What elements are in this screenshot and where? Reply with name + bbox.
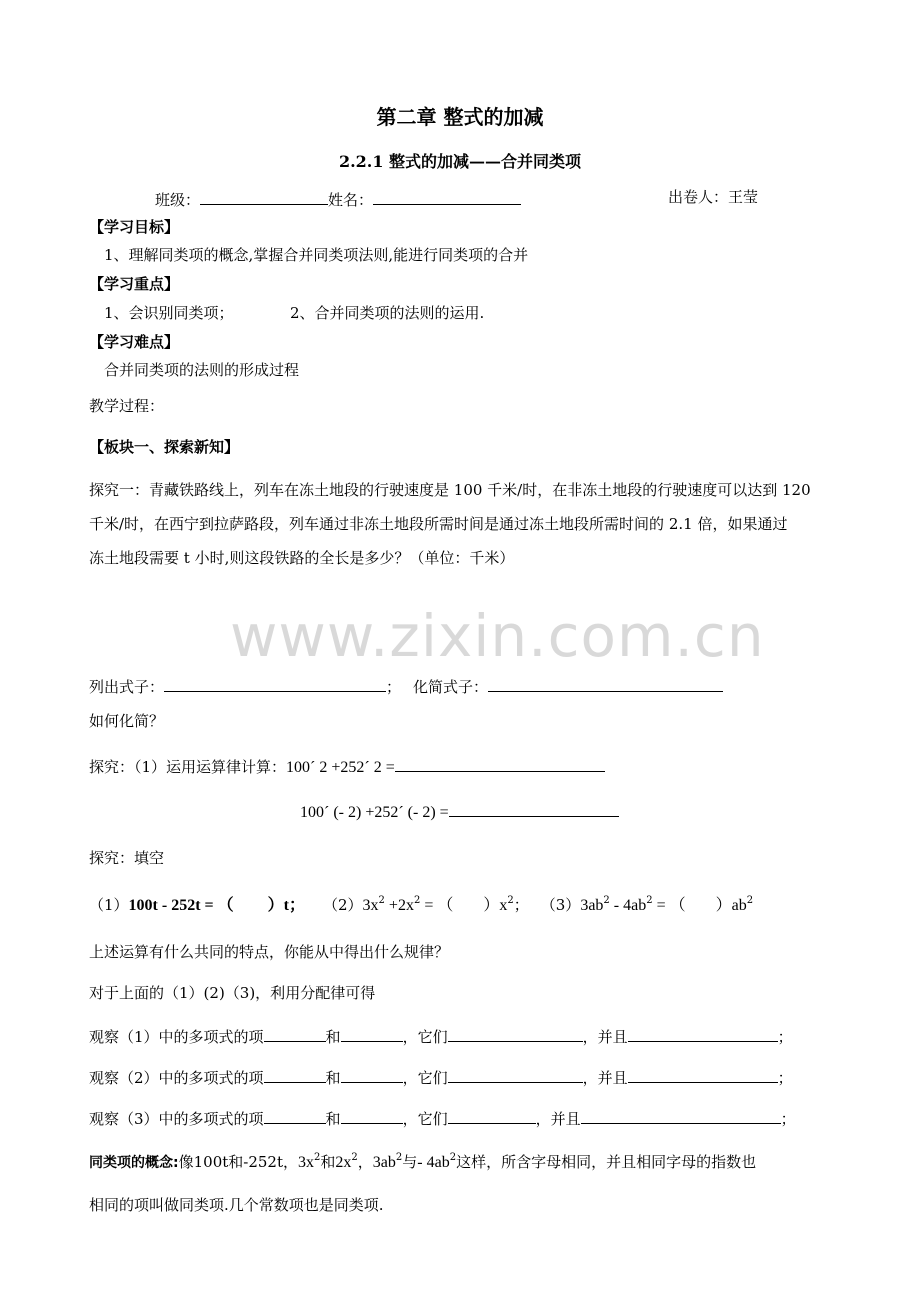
fill-2-c: = （ (420, 897, 454, 914)
fill-row (89, 896, 753, 915)
process-label: 教学过程： (89, 397, 165, 415)
concept-exp-4: 2 (449, 1152, 457, 1163)
observe-blank[interactable] (448, 1025, 583, 1042)
calc-blank-1[interactable] (395, 755, 605, 772)
concept-m1: 3x (298, 1154, 314, 1171)
observe-they: ，它们 (402, 1028, 448, 1046)
observe-blank[interactable] (264, 1025, 326, 1042)
goals-text: 1、理解同类项的概念,掌握合并同类项法则,能进行同类项的合并 (104, 246, 529, 264)
fill-1-expr: 100t - 252t = （ (128, 897, 234, 914)
list-blank[interactable] (164, 675, 386, 692)
concept-m3: 3ab (372, 1154, 396, 1171)
calc-blank-2[interactable] (449, 800, 619, 817)
observe-they: ，它们 (402, 1110, 448, 1128)
calc-label: 探究：（1）运用运算律计算： (89, 758, 287, 776)
difficulties-heading: 【学习难点】 (89, 333, 180, 351)
observe-end: ； (777, 1028, 793, 1046)
fill-3-exp-d: 2 (746, 895, 754, 906)
fill-2-exp-d: 2 (507, 895, 514, 906)
fill-2-num: （2） (323, 896, 363, 914)
observe-end: ； (777, 1069, 793, 1087)
fill-3-b: - 4ab (609, 897, 647, 914)
observe-and: 和 (325, 1069, 341, 1087)
class-blank[interactable] (200, 188, 328, 205)
concept-comma: ， (357, 1153, 373, 1171)
observe-end: ； (780, 1110, 796, 1128)
fill-3-c: = （ (652, 897, 686, 914)
calc-line-2 (300, 800, 619, 822)
observe-row-1 (89, 1025, 793, 1046)
observe-and2: ，并且 (582, 1069, 628, 1087)
inquiry1-line1: 探究一：青藏铁路线上，列车在冻土地段的行驶速度是 100 千米/时，在非冻土地段的行驶速度可以达到 120 (89, 481, 811, 499)
goals-heading: 【学习目标】 (89, 218, 180, 236)
observe-and2: ，并且 (535, 1110, 581, 1128)
fill-3-a: 3ab (580, 897, 604, 914)
list-label: 列出式子： (89, 678, 165, 696)
concept-line-2: 相同的项叫做同类项.几个常数项也是同类项. (89, 1196, 384, 1214)
key-point-1: 1、会识别同类项； (104, 304, 234, 322)
concept-m4: - 4ab (417, 1154, 450, 1171)
observe-row-2 (89, 1066, 793, 1087)
observe-and2: ，并且 (582, 1028, 628, 1046)
key-point-2: 2、合并同类项的法则的运用. (290, 304, 485, 322)
author-label: 出卷人：王莹 (668, 188, 759, 206)
observe-blank[interactable] (448, 1066, 583, 1083)
difficulties-text: 合并同类项的法则的形成过程 (104, 361, 300, 379)
concept-m2: 2x (335, 1154, 352, 1171)
fill-label: 探究：填空 (89, 849, 165, 867)
observe-and: 和 (325, 1110, 341, 1128)
fill-2-exp-b: 2 (413, 895, 421, 906)
concept-line-1 (89, 1153, 756, 1172)
observe-blank[interactable] (628, 1066, 778, 1083)
inquiry1-line2: 千米/时，在西宁到拉萨路段，列车通过非冻土地段所需时间是通过冻土地段所需时间的 2.1 倍，如果通过 (89, 515, 788, 533)
concept-exp-1: 2 (314, 1152, 321, 1163)
observe-blank[interactable] (341, 1107, 403, 1124)
observe-they: ，它们 (402, 1069, 448, 1087)
observe-lead: 观察（2）中的多项式的项 (89, 1069, 264, 1087)
section-title: 2.2.1 整式的加减——合并同类项 (338, 152, 582, 171)
fill-3-num: （3） (540, 896, 581, 914)
fill-3-d: ）ab (715, 897, 747, 914)
fill-2-a: 3x (362, 897, 379, 914)
calc-expr-2: 100´ (- 2) +252´ (- 2) = (300, 804, 449, 821)
question-2: 对于上面的（1）(2)（3)，利用分配律可得 (89, 984, 376, 1002)
fill-1-tail: ）t； (267, 897, 305, 914)
observe-row-3 (89, 1107, 796, 1128)
observe-blank[interactable] (341, 1066, 403, 1083)
fill-2-exp-a: 2 (378, 895, 385, 906)
name-blank[interactable] (373, 188, 521, 205)
class-label: 班级： (155, 191, 201, 209)
fill-3-exp-b: 2 (646, 895, 653, 906)
concept-exp-3: 2 (395, 1152, 403, 1163)
concept-label: 同类项的概念: (89, 1155, 179, 1171)
observe-blank[interactable] (341, 1025, 403, 1042)
simplify-blank[interactable] (488, 675, 723, 692)
fill-2-b: +2x (384, 897, 414, 914)
concept-and: 和 (320, 1153, 336, 1171)
separator: ； (386, 678, 402, 696)
inquiry1-line3: 冻土地段需要 t 小时,则这段铁路的全长是多少？（单位：千米） (89, 549, 515, 567)
fill-2-d: ）x (483, 897, 508, 914)
observe-and: 和 (325, 1028, 341, 1046)
concept-yu: 与 (402, 1153, 418, 1171)
fill-1-num: （1） (89, 896, 129, 914)
observe-blank[interactable] (448, 1107, 536, 1124)
fill-2-tail: ； (513, 896, 529, 914)
calc-expr-1: 100´ 2 +252´ 2 = (286, 759, 395, 776)
observe-blank[interactable] (581, 1107, 781, 1124)
fill-3-exp-a: 2 (603, 895, 610, 906)
block1-heading: 【板块一、探索新知】 (89, 438, 240, 456)
observe-blank[interactable] (264, 1107, 326, 1124)
observe-lead: 观察（1）中的多项式的项 (89, 1028, 264, 1046)
question-1: 上述运算有什么共同的特点，你能从中得出什么规律？ (89, 943, 450, 961)
name-label: 姓名： (328, 191, 374, 209)
expression-line (89, 675, 723, 696)
concept-text-a: 像100t和-252t， (178, 1153, 298, 1171)
chapter-title: 第二章 整式的加减 (376, 105, 544, 129)
observe-blank[interactable] (628, 1025, 778, 1042)
calc-line-1 (89, 755, 605, 777)
key-points-heading: 【学习重点】 (89, 275, 180, 293)
observe-lead: 观察（3）中的多项式的项 (89, 1110, 264, 1128)
observe-blank[interactable] (264, 1066, 326, 1083)
watermark: www.zixin.com.cn (230, 602, 765, 670)
simplify-label: 化简式子： (413, 678, 489, 696)
class-field (155, 188, 521, 209)
concept-text-b: 这样，所含字母相同，并且相同字母的指数也 (456, 1153, 757, 1171)
how-simplify: 如何化简？ (89, 712, 165, 730)
concept-exp-2: 2 (351, 1152, 358, 1163)
